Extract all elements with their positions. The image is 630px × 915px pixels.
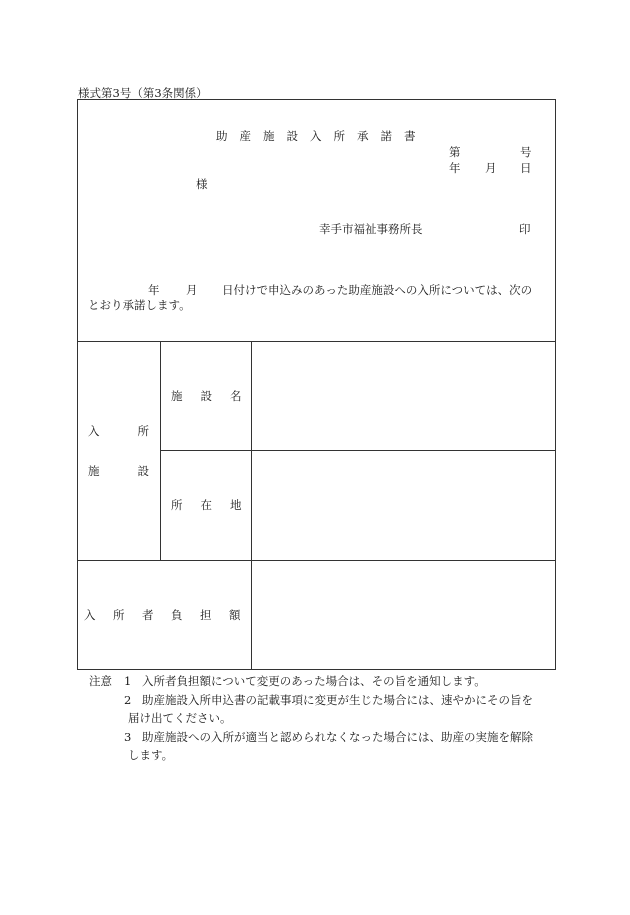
date-day: 日 (520, 161, 532, 175)
addressee-suffix: 様 (196, 177, 208, 191)
group-label-bottom: 施設 (88, 464, 187, 478)
number-prefix: 第 (449, 145, 461, 159)
issuer-name: 幸手市福祉事務所長 (319, 222, 423, 236)
body-month: 月 (186, 283, 198, 297)
burden-amount-field[interactable] (252, 561, 555, 669)
burden-amount-label: 入所者負担額 (84, 608, 258, 622)
facility-name-field[interactable] (252, 342, 555, 450)
body-line1: 日付けで申込みのあった助産施設への入所については、次の (222, 283, 533, 297)
note-text-continued: 届け出てください。 (128, 711, 232, 725)
note-number: 3 (124, 730, 132, 744)
number-suffix: 号 (520, 145, 532, 159)
document-title: 助産施設入所承諾書 (216, 129, 428, 143)
note-text: 助産施設への入所が適当と認められなくなった場合には、助産の実施を解除 (142, 730, 533, 744)
body-year: 年 (148, 283, 160, 297)
note-text: 助産施設入所申込書の記載事項に変更が生じた場合には、速やかにその旨を (142, 693, 533, 707)
group-label-top: 入所 (88, 424, 187, 438)
facility-location-label: 所在地 (171, 498, 260, 512)
date-year: 年 (449, 161, 461, 175)
body-line2: とおり承諾します。 (88, 298, 191, 312)
date-month: 月 (485, 161, 497, 175)
note-text: 入所者負担額について変更のあった場合は、その旨を通知します。 (142, 674, 486, 688)
note-text-continued: します。 (128, 748, 174, 762)
form-label: 様式第3号（第3条関係） (78, 86, 208, 100)
facility-name-label: 施設名 (171, 389, 260, 403)
note-number: 1 (124, 674, 132, 688)
note-number: 2 (124, 693, 132, 707)
notes-heading: 注意 (89, 674, 112, 688)
facility-location-field[interactable] (252, 451, 555, 560)
seal-mark: 印 (519, 222, 531, 236)
